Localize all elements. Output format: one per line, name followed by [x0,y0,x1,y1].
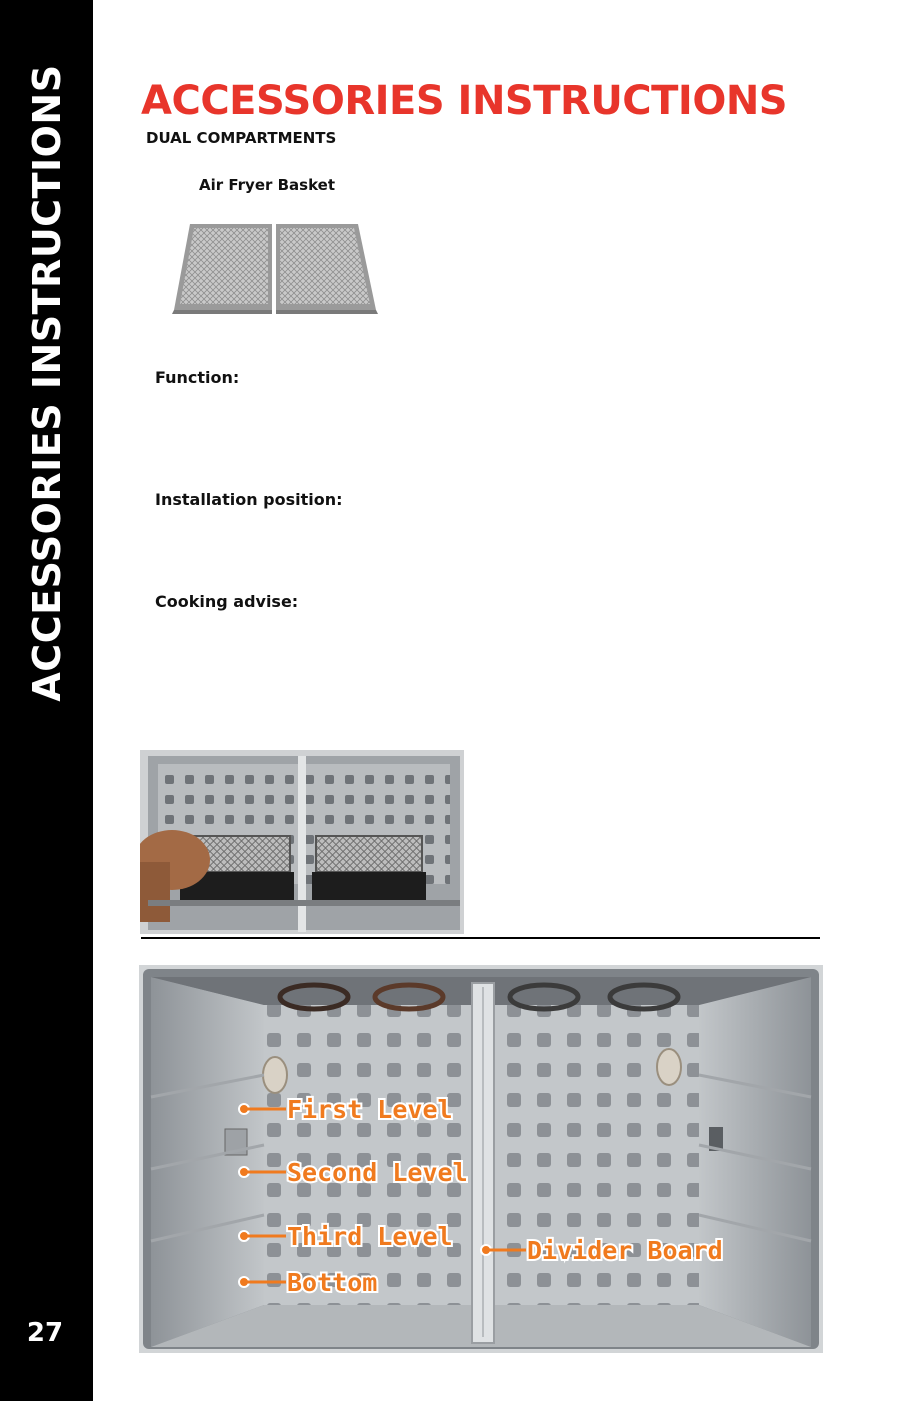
function-heading: Function: [155,368,240,387]
sidebar [0,0,93,1401]
third-level-label: Third Level [287,1222,453,1251]
second-level-label: Second Level [287,1158,468,1187]
sidebar-title: ACCESSORIES INSTRUCTIONS [25,64,69,702]
page-title: ACCESSORIES INSTRUCTIONS [141,78,788,124]
page-number: 27 [26,1318,64,1348]
divider-board-label: Divider Board [527,1236,723,1265]
section-divider [141,937,820,939]
air-fryer-basket-image [168,218,380,318]
oven-interior-diagram [139,965,823,1353]
accessory-name: Air Fryer Basket [199,176,336,194]
first-level-label: First Level [287,1095,453,1124]
basket-insertion-image [140,750,464,934]
cooking-advise-heading: Cooking advise: [155,592,299,611]
bottom-label: Bottom [287,1268,378,1297]
section-subtitle: DUAL COMPARTMENTS [146,129,337,147]
installation-heading: Installation position: [155,490,343,509]
